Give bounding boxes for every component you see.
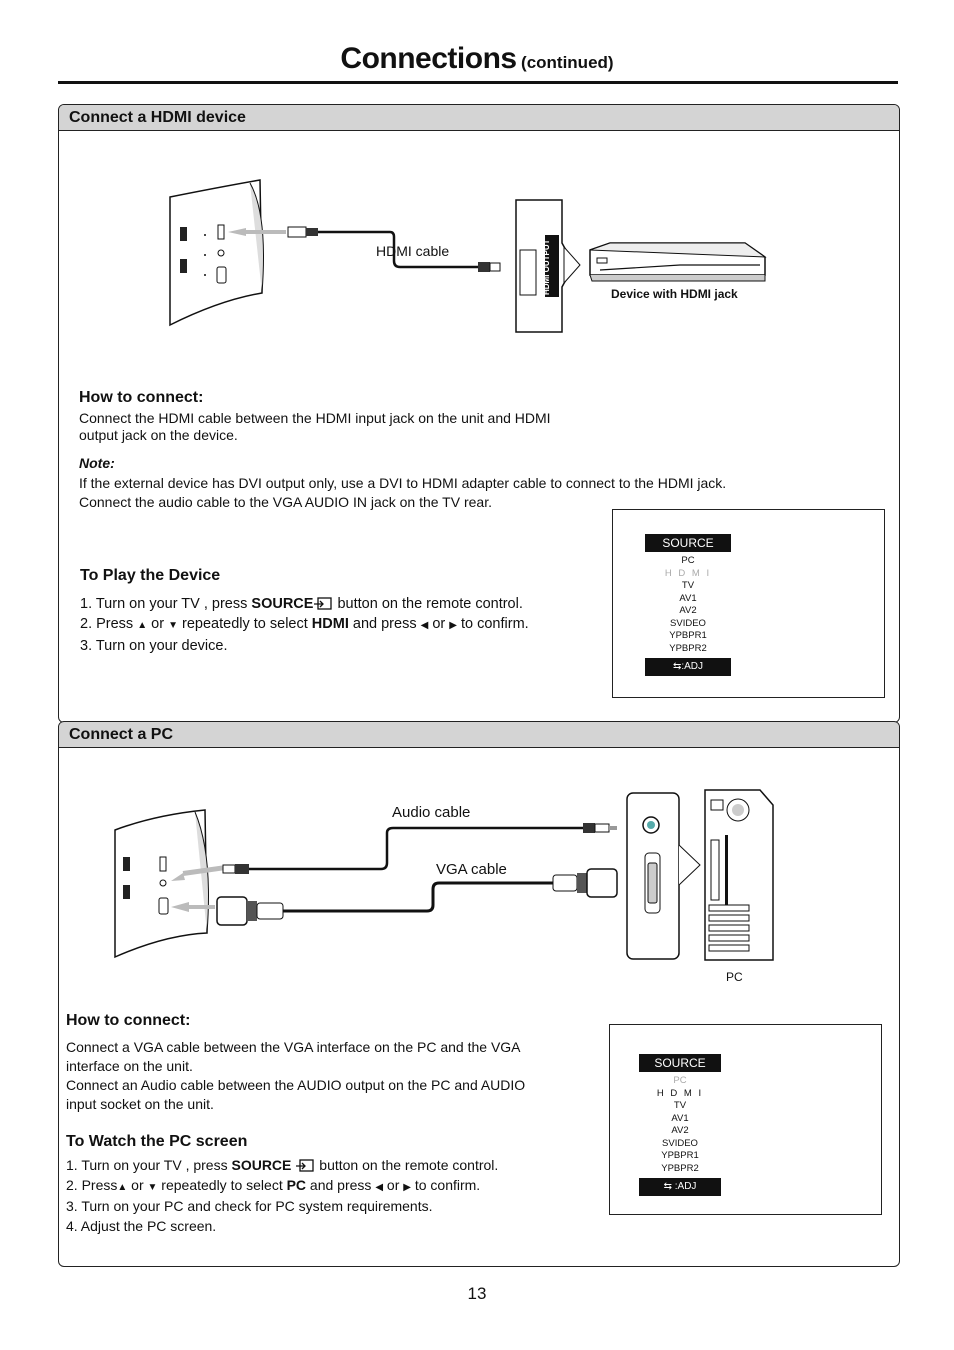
hdmi-how-to-title: How to connect: xyxy=(79,389,204,406)
source-button-icon xyxy=(291,1159,315,1173)
pc-source-menu xyxy=(639,1054,721,1196)
left-arrow-icon: ◀ xyxy=(420,620,429,631)
pc-how-to-title: How to connect: xyxy=(66,1012,191,1029)
title-text: Connections xyxy=(340,42,517,75)
pc-watch-steps xyxy=(66,1156,498,1236)
pc-step-2: 2. Press▲ or ▼ repeatedly to select PC and press ◀ or ▶ to confirm. xyxy=(66,1176,481,1193)
hdmi-connection-diagram xyxy=(160,175,780,340)
pc-tower-drawing xyxy=(705,790,773,960)
left-arrow-icon: ◀ xyxy=(375,1181,384,1193)
hdmi-play-title: To Play the Device xyxy=(80,567,221,584)
hdmi-device-drawing xyxy=(590,243,765,281)
down-arrow-icon: ▼ xyxy=(147,1181,158,1193)
right-arrow-icon: ▶ xyxy=(403,1181,411,1193)
source-button-icon xyxy=(313,597,333,611)
hdmi-device-label: Device with HDMI jack xyxy=(611,287,738,301)
source-menu-header: SOURCE xyxy=(645,534,731,552)
pc-step-3: 3. Turn on your PC and check for PC system requirements. xyxy=(66,1198,433,1214)
pc-step-4: 4. Adjust the PC screen. xyxy=(66,1217,217,1234)
source-menu-item: SVIDEO xyxy=(662,1137,698,1149)
tv-side-panel-drawing xyxy=(170,180,264,325)
pc-how-to-text-1: Connect a VGA cable between the VGA interface on the PC and the VGA interface on the unit. xyxy=(66,1039,520,1074)
title-rule xyxy=(58,81,898,84)
title-subtitle: (continued) xyxy=(521,53,614,72)
page-number: 13 xyxy=(467,1284,487,1303)
page-title xyxy=(0,42,954,76)
source-menu-item: YPBPR1 xyxy=(661,1150,699,1161)
hdmi-section-header: Connect a HDMI device xyxy=(59,105,899,131)
source-menu-item: AV1 xyxy=(679,592,697,604)
up-arrow-icon: ▲ xyxy=(137,620,148,631)
source-menu-item: AV2 xyxy=(679,605,697,616)
hdmi-step-2: 2. Press ▲ or ▼ repeatedly to select HDMI and press ◀ or ▶ to confirm. xyxy=(80,616,529,632)
vga-cable-label: VGA cable xyxy=(436,861,507,878)
pc-label: PC xyxy=(726,970,743,984)
source-menu-header: SOURCE xyxy=(639,1054,721,1072)
hdmi-how-to-text: Connect the HDMI cable between the HDMI input jack on the unit and HDMI output jack on the device. xyxy=(79,410,551,443)
up-arrow-icon: ▲ xyxy=(117,1181,128,1193)
source-menu-footer: ⇆ :ADJ xyxy=(639,1178,721,1196)
source-menu-item: YPBPR1 xyxy=(669,630,707,641)
hdmi-output-port-label: HDMI OUTPUT xyxy=(542,239,551,295)
source-menu-item: YPBPR2 xyxy=(661,1162,699,1174)
source-menu-item: AV2 xyxy=(671,1125,689,1136)
source-menu-item: H D M I xyxy=(656,1087,704,1099)
hdmi-step-1: 1. Turn on your TV , press SOURCE button on the remote control. xyxy=(80,596,523,612)
pc-step-1: 1. Turn on your TV , press SOURCE button on the remote control. xyxy=(66,1157,499,1173)
right-arrow-icon: ▶ xyxy=(449,620,457,631)
hdmi-step-3: 3. Turn on your device. xyxy=(80,638,228,654)
audio-cable-label: Audio cable xyxy=(392,804,471,821)
down-arrow-icon: ▼ xyxy=(168,620,178,631)
pc-watch-title: To Watch the PC screen xyxy=(66,1133,248,1150)
source-menu-item: AV1 xyxy=(671,1112,689,1124)
source-menu-item-selected: PC xyxy=(673,1075,687,1086)
source-menu-item: TV xyxy=(681,580,695,591)
hdmi-note-label: Note: xyxy=(79,455,115,471)
pc-section-header: Connect a PC xyxy=(59,722,899,748)
pc-how-to-text-2: Connect an Audio cable between the AUDIO output on the PC and AUDIO input socket on the unit. xyxy=(66,1077,526,1112)
hdmi-play-steps xyxy=(80,594,529,656)
hdmi-source-menu xyxy=(645,534,731,676)
source-menu-item: PC xyxy=(681,555,695,566)
adjust-arrows-icon: ⇆ xyxy=(672,661,682,672)
hdmi-note-text: If the external device has DVI output only, use a DVI to HDMI adapter cable to connect to the HDMI jack. Connect the audio cable to the VGA AUDIO IN jack on the TV rear. xyxy=(79,475,727,510)
source-menu-footer: ⇆:ADJ xyxy=(645,658,731,676)
source-menu-item-selected: H D M I xyxy=(664,567,712,579)
tv-side-panel-drawing xyxy=(115,810,209,957)
adjust-arrows-icon: ⇆ xyxy=(663,1181,675,1192)
hdmi-cable-label: HDMI cable xyxy=(376,243,450,259)
source-menu-item: TV xyxy=(673,1100,687,1111)
source-menu-item: YPBPR2 xyxy=(669,642,707,654)
source-menu-item: SVIDEO xyxy=(670,617,706,629)
